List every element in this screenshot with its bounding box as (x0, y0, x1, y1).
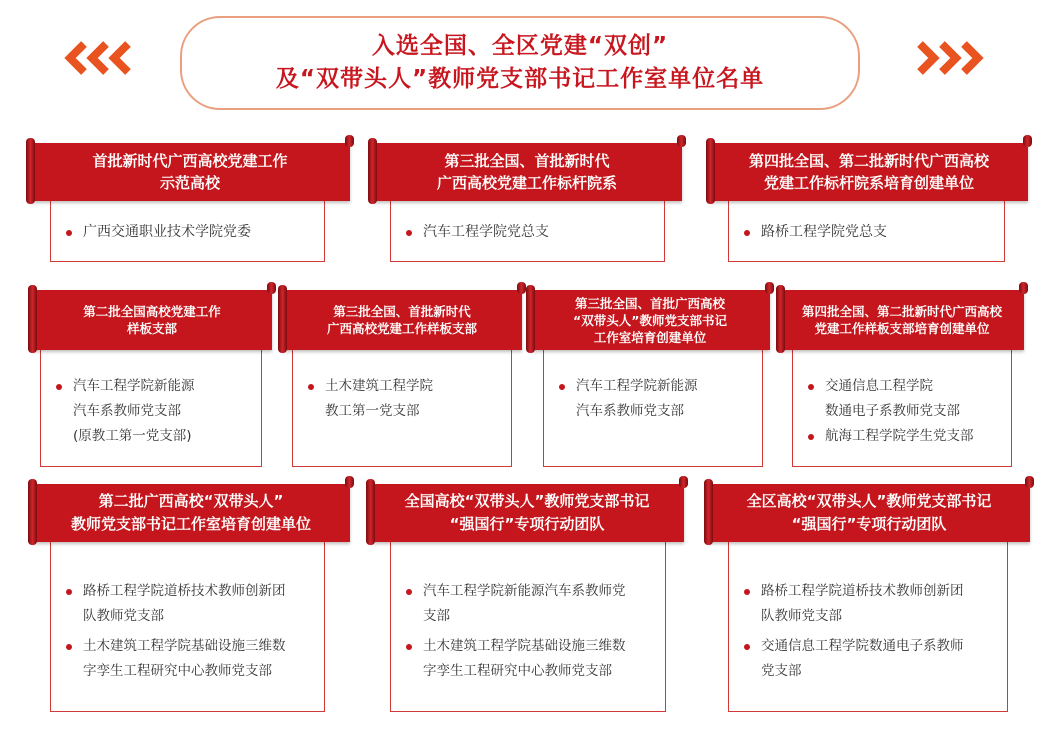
card-banner-title: 全区高校“双带头人”教师党支部书记 (746, 492, 992, 510)
card-banner (708, 484, 1030, 542)
list-item-line: 土木建筑工程学院 (325, 378, 433, 394)
bullet-dot-icon (808, 434, 814, 440)
card-banner-title: 全国高校“双带头人”教师党支部书记 (404, 492, 650, 510)
scroll-roll-icon (345, 476, 354, 488)
bullet-dot-icon (66, 589, 72, 595)
chevrons-left-icon (62, 40, 142, 76)
bullet-dot-icon (66, 230, 72, 236)
list-item-line: 汽车工程学院新能源 (576, 378, 698, 394)
card-banner-title: “双带头人”教师党支部书记 (573, 312, 727, 328)
list-item-line: 土木建筑工程学院基础设施三维数 (83, 638, 286, 654)
list-item-line: (原教工第一党支部) (73, 428, 192, 444)
card-banner-title: 第四批全国、第二批新时代广西高校 (748, 152, 989, 170)
list-item (743, 579, 964, 629)
list-item (65, 220, 251, 245)
card-banner-title: 示范高校 (159, 174, 220, 192)
card-banner-title: 广西高校党建工作样板支部 (326, 321, 477, 336)
list-item-line: 路桥工程学院党总支 (761, 224, 887, 240)
list-item-line: 数通电子系教师党支部 (825, 403, 960, 419)
card-body (40, 347, 262, 467)
page-title-line-1: 入选全国、全区党建“双创” (371, 33, 669, 59)
scroll-roll-icon (278, 285, 287, 353)
card-body (50, 200, 325, 262)
list-item-line: 航海工程学院学生党支部 (825, 428, 974, 444)
list-item (405, 220, 549, 245)
scroll-roll-icon (765, 282, 774, 294)
scroll-roll-icon (679, 476, 688, 488)
card-banner-title: 首批新时代广西高校党建工作 (92, 152, 288, 170)
list-item-line: 队教师党支部 (83, 608, 164, 624)
list-item-line: 交通信息工程学院 (825, 378, 933, 394)
list-item-line: 汽车工程学院新能源 (73, 378, 195, 394)
card-body (543, 347, 763, 467)
bullet-dot-icon (66, 644, 72, 650)
list-item (807, 424, 974, 449)
card-body (728, 200, 1005, 262)
card-body (390, 200, 665, 262)
card-banner-title: “强国行”专项行动团队 (791, 515, 947, 533)
card-banner-title: 第二批全国高校党建工作 (83, 304, 221, 319)
list-item-line: 广西交通职业技术学院党委 (83, 224, 251, 240)
bullet-dot-icon (808, 384, 814, 390)
card-body (390, 540, 666, 712)
card-banner-title: 工作室培育创建单位 (593, 329, 707, 345)
card-banner-title: 样板支部 (126, 321, 177, 336)
card-banner-title: “强国行”专项行动团队 (449, 515, 605, 533)
card-banner-title: 第四批全国、第二批新时代广西高校 (801, 304, 1002, 319)
bullet-dot-icon (559, 384, 565, 390)
card-banner (30, 143, 350, 201)
bullet-dot-icon (744, 644, 750, 650)
list-item-line: 汽车系教师党支部 (73, 403, 181, 419)
scroll-roll-icon (267, 282, 276, 294)
list-item (65, 579, 286, 629)
scroll-roll-icon (1019, 282, 1028, 294)
scroll-roll-icon (368, 138, 377, 204)
card-banner (32, 484, 350, 542)
scroll-roll-icon (1025, 476, 1034, 488)
list-item-line: 队教师党支部 (761, 608, 842, 624)
list-item (65, 634, 286, 684)
card-banner-title: 第三批全国、首批新时代 (333, 304, 471, 319)
title-box (180, 16, 860, 110)
bullet-dot-icon (308, 384, 314, 390)
card-banner-title: 第三批全国、首批广西高校 (574, 295, 725, 311)
card-banner (370, 484, 684, 542)
list-item-line: 汽车系教师党支部 (576, 403, 684, 419)
list-item-line: 路桥工程学院道桥技术教师创新团 (761, 583, 964, 599)
card-banner-title: 广西高校党建工作标杆院系 (436, 174, 617, 192)
list-item (558, 374, 698, 424)
list-item-line: 字孪生工程研究中心教师党支部 (423, 663, 612, 679)
list-item-line: 土木建筑工程学院基础设施三维数 (423, 638, 626, 654)
bullet-dot-icon (406, 230, 412, 236)
card-body (728, 540, 1008, 712)
card-banner-title: 党建工作标杆院系培育创建单位 (763, 174, 974, 192)
list-item-line: 汽车工程学院新能源汽车系教师党 (423, 583, 626, 599)
scroll-roll-icon (345, 135, 354, 147)
card-banner-title: 党建工作样板支部培育创建单位 (814, 321, 990, 336)
list-item-line: 字孪生工程研究中心教师党支部 (83, 663, 272, 679)
list-item-line: 教工第一党支部 (325, 403, 420, 419)
card-banner-title: 第二批广西高校“双带头人” (98, 492, 284, 510)
list-item-line: 党支部 (761, 663, 802, 679)
bullet-dot-icon (406, 589, 412, 595)
scroll-roll-icon (526, 285, 535, 353)
card-banner (710, 143, 1028, 201)
card-banner (530, 290, 770, 350)
bullet-dot-icon (744, 230, 750, 236)
card-banner (282, 290, 522, 350)
list-item (405, 634, 626, 684)
scroll-roll-icon (1023, 135, 1032, 147)
list-item (743, 634, 964, 684)
scroll-roll-icon (677, 135, 686, 147)
bullet-dot-icon (56, 384, 62, 390)
card-body (50, 540, 325, 712)
card-body (292, 347, 512, 467)
card-banner (372, 143, 682, 201)
bullet-dot-icon (744, 589, 750, 595)
card-banner (780, 290, 1024, 350)
scroll-roll-icon (28, 285, 37, 353)
list-item (807, 374, 960, 424)
list-item (405, 579, 626, 629)
list-item (307, 374, 433, 424)
list-item-line: 支部 (423, 608, 450, 624)
chevrons-right-icon (906, 40, 986, 76)
scroll-roll-icon (776, 285, 785, 353)
scroll-roll-icon (706, 138, 715, 204)
list-item-line: 汽车工程学院党总支 (423, 224, 549, 240)
page-title-line-2: 及“双带头人”教师党支部书记工作室单位名单 (275, 66, 765, 92)
card-banner (32, 290, 272, 350)
card-body (792, 347, 1012, 467)
card-banner-title: 第三批全国、首批新时代 (444, 152, 610, 170)
scroll-roll-icon (517, 282, 526, 294)
list-item (55, 374, 195, 449)
list-item-line: 路桥工程学院道桥技术教师创新团 (83, 583, 286, 599)
scroll-roll-icon (26, 138, 35, 204)
bullet-dot-icon (406, 644, 412, 650)
scroll-roll-icon (366, 479, 375, 545)
card-banner-title: 教师党支部书记工作室培育创建单位 (70, 515, 311, 533)
scroll-roll-icon (28, 479, 37, 545)
list-item-line: 交通信息工程学院数通电子系教师 (761, 638, 964, 654)
list-item (743, 220, 887, 245)
scroll-roll-icon (704, 479, 713, 545)
